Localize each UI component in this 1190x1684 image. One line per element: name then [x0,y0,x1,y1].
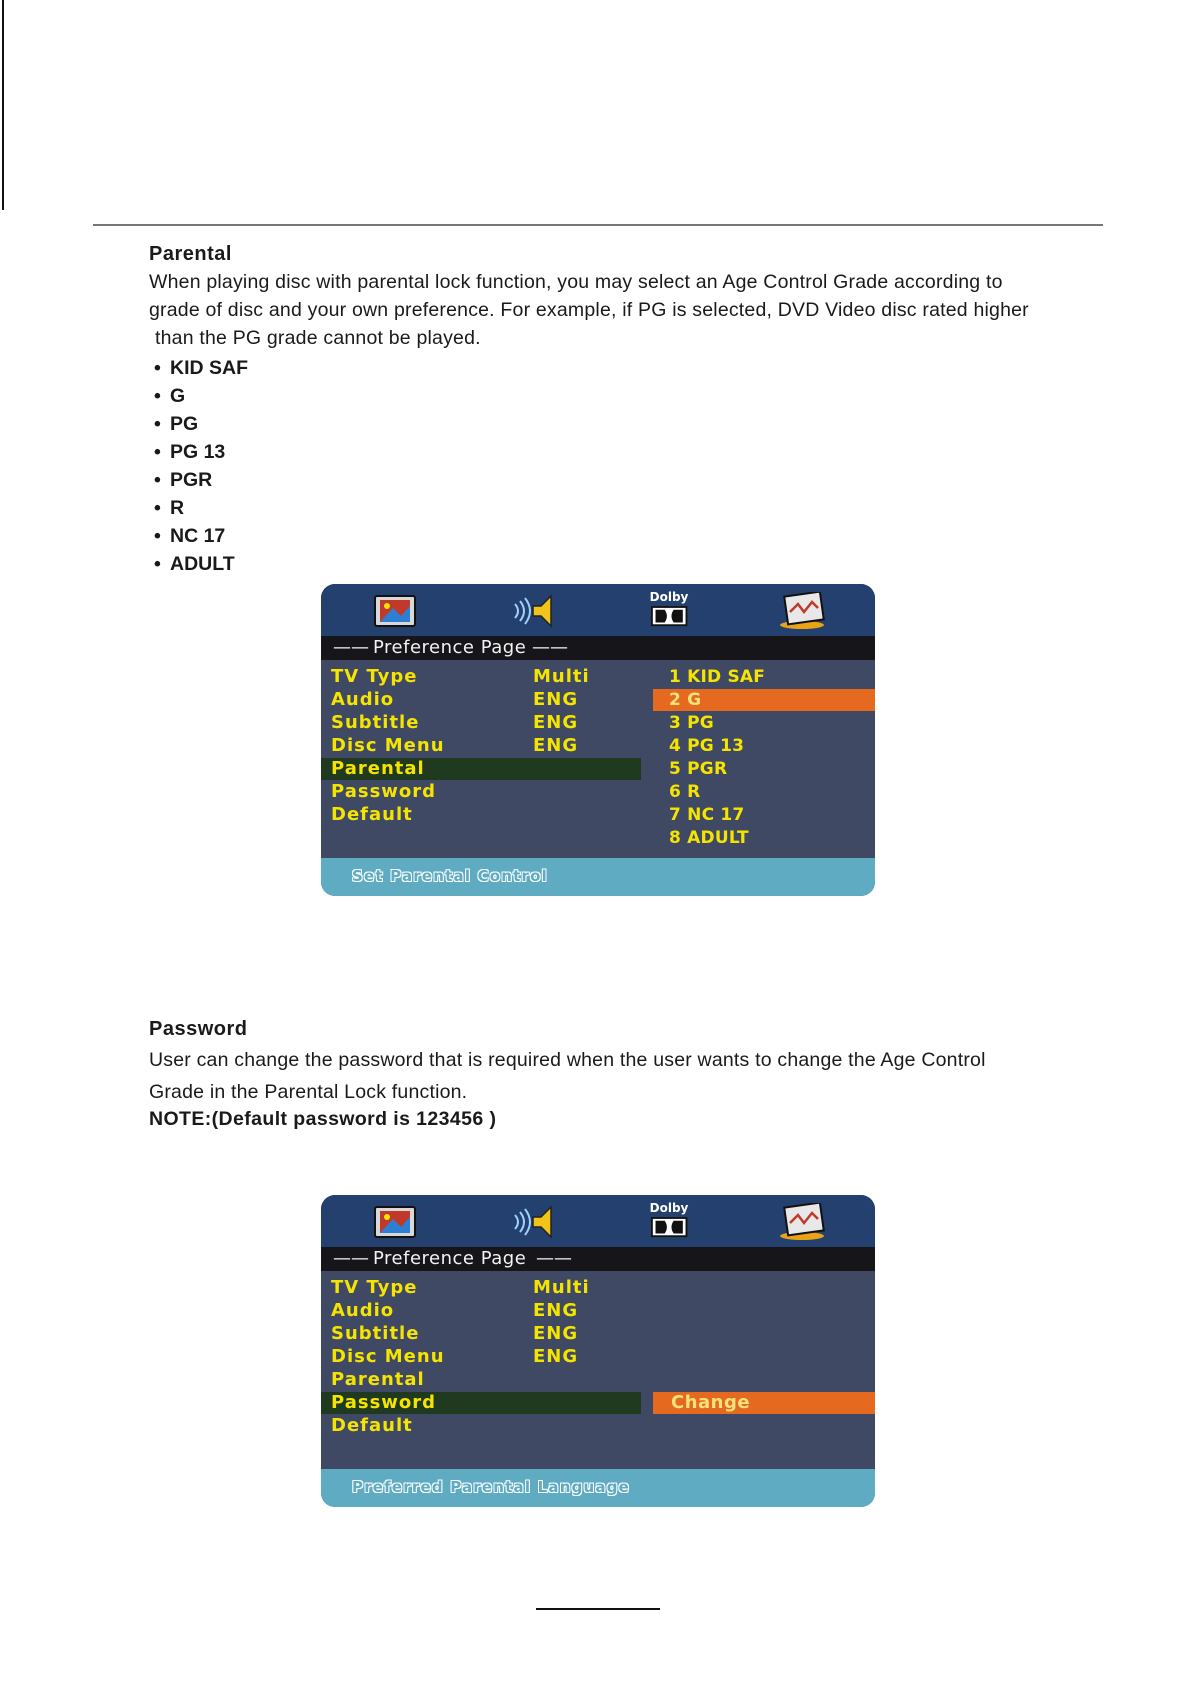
title-dash: —— [532,637,568,658]
parental-option-label: 1 KID SAF [669,667,766,687]
parental-description-line: than the PG grade cannot be played. [155,327,481,349]
change-password-button[interactable] [653,1392,875,1414]
bullet-icon: • [154,497,161,519]
preference-icon[interactable] [778,1203,828,1241]
page-number-rule [536,1608,660,1610]
menu-row-label: Disc Menu [331,735,445,756]
title-dash: —— [333,1248,369,1269]
bullet-icon: • [154,441,161,463]
osd-status-bar [321,1469,875,1507]
osd-status-bar [321,858,875,896]
menu-row-label: Audio [331,689,395,710]
menu-row-disc-menu[interactable] [321,1346,875,1369]
menu-row-value: ENG [533,1346,579,1367]
grade-list-item [154,550,248,578]
menu-row-label: Subtitle [331,1323,420,1344]
grade-label: KID SAF [170,357,248,379]
menu-row-value: ENG [533,735,579,756]
parental-option[interactable] [653,781,875,803]
menu-row-subtitle[interactable] [321,1323,875,1346]
osd-page-title: Preference Page [373,637,527,658]
menu-row-label: Password [331,1392,437,1413]
menu-row-value: ENG [533,1323,579,1344]
default-password-note: NOTE:(Default password is 123456 ) [149,1108,497,1130]
osd-preference-menu-password [321,1195,875,1507]
parental-option[interactable] [653,758,875,780]
menu-row-label: TV Type [331,666,418,687]
tv-screen-icon[interactable] [373,1203,417,1241]
dolby-digital-icon[interactable] [647,590,691,628]
bullet-icon: • [154,469,161,491]
grade-list-item [154,522,248,550]
menu-row-audio[interactable] [321,1300,875,1323]
menu-row-label: TV Type [331,1277,418,1298]
bullet-icon: • [154,357,161,379]
menu-row-value: Multi [533,1277,590,1298]
title-dash: —— [536,1248,572,1269]
parental-option[interactable] [653,712,875,734]
grade-list-item [154,438,248,466]
parental-option-label: 8 ADULT [669,828,749,848]
parental-option[interactable] [653,735,875,757]
bullet-icon: • [154,525,161,547]
parental-option-label: 5 PGR [669,759,728,779]
menu-row-parental[interactable] [321,1369,875,1392]
dolby-digital-icon[interactable] [647,1201,691,1239]
parental-option-label: 6 R [669,782,701,802]
page-edge-rule [2,0,4,210]
bullet-icon: • [154,553,161,575]
osd-status-text: Set Parental Control [352,867,548,885]
grade-list-item [154,466,248,494]
password-description-line: User can change the password that is required when the user wants to change the Age Control [149,1049,986,1071]
grade-list-item [154,494,248,522]
bullet-icon: • [154,413,161,435]
grade-label: G [170,385,186,407]
parental-option-label: 3 PG [669,713,714,733]
menu-row-value: Multi [533,666,590,687]
parental-option-label: 7 NC 17 [669,805,745,825]
grade-list [154,354,248,578]
parental-heading: Parental [149,243,232,265]
menu-row-label: Default [331,1415,413,1436]
menu-row-value: ENG [533,1300,579,1321]
parental-option-label: 4 PG 13 [669,736,745,756]
menu-row-label: Audio [331,1300,395,1321]
parental-description-line: grade of disc and your own preference. For example, if PG is selected, DVD Video disc rated higher [149,299,1029,321]
dolby-label: Dolby [649,590,689,604]
osd-page-title: Preference Page [373,1248,527,1269]
header-divider [93,224,1103,226]
parental-option[interactable] [653,666,875,688]
menu-row-label: Subtitle [331,712,420,733]
grade-list-item [154,354,248,382]
osd-title-bar [321,1247,875,1271]
bullet-icon: • [154,385,161,407]
grade-label: NC 17 [170,525,226,547]
menu-row-label: Disc Menu [331,1346,445,1367]
menu-row-default[interactable] [321,1415,875,1438]
dolby-label: Dolby [649,1201,689,1215]
parental-option[interactable] [653,804,875,826]
osd-status-text: Preferred Parental Language [352,1478,631,1496]
password-description [149,1045,986,1108]
grade-list-item [154,382,248,410]
menu-row-label: Default [331,804,413,825]
menu-row-label: Parental [331,1369,425,1390]
osd-preference-menu-parental [321,584,875,896]
osd-title-bar [321,636,875,660]
speaker-icon[interactable] [511,592,557,630]
grade-label: PG 13 [170,441,226,463]
title-dash: —— [333,637,369,658]
parental-option[interactable] [653,827,875,849]
change-password-label: Change [671,1392,751,1413]
menu-row-label: Password [331,781,437,802]
parental-option-selected[interactable] [653,689,875,711]
menu-row-value: ENG [533,689,579,710]
tv-screen-icon[interactable] [373,592,417,630]
osd-icon-bar [321,1195,875,1247]
grade-label: R [170,497,185,519]
grade-label: ADULT [170,553,235,575]
speaker-icon[interactable] [511,1203,557,1241]
menu-row-value: ENG [533,712,579,733]
parental-option-label: 2 G [669,690,702,710]
menu-row-tv-type[interactable] [321,1277,875,1300]
osd-icon-bar [321,584,875,636]
parental-description [149,268,1029,352]
password-heading: Password [149,1018,248,1040]
grade-label: PGR [170,469,213,491]
grade-label: PG [170,413,199,435]
menu-row-label: Parental [331,758,425,779]
password-description-line: Grade in the Parental Lock function. [149,1080,468,1103]
parental-description-line: When playing disc with parental lock function, you may select an Age Control Grade according to [149,271,1003,293]
grade-list-item [154,410,248,438]
preference-icon[interactable] [778,592,828,630]
